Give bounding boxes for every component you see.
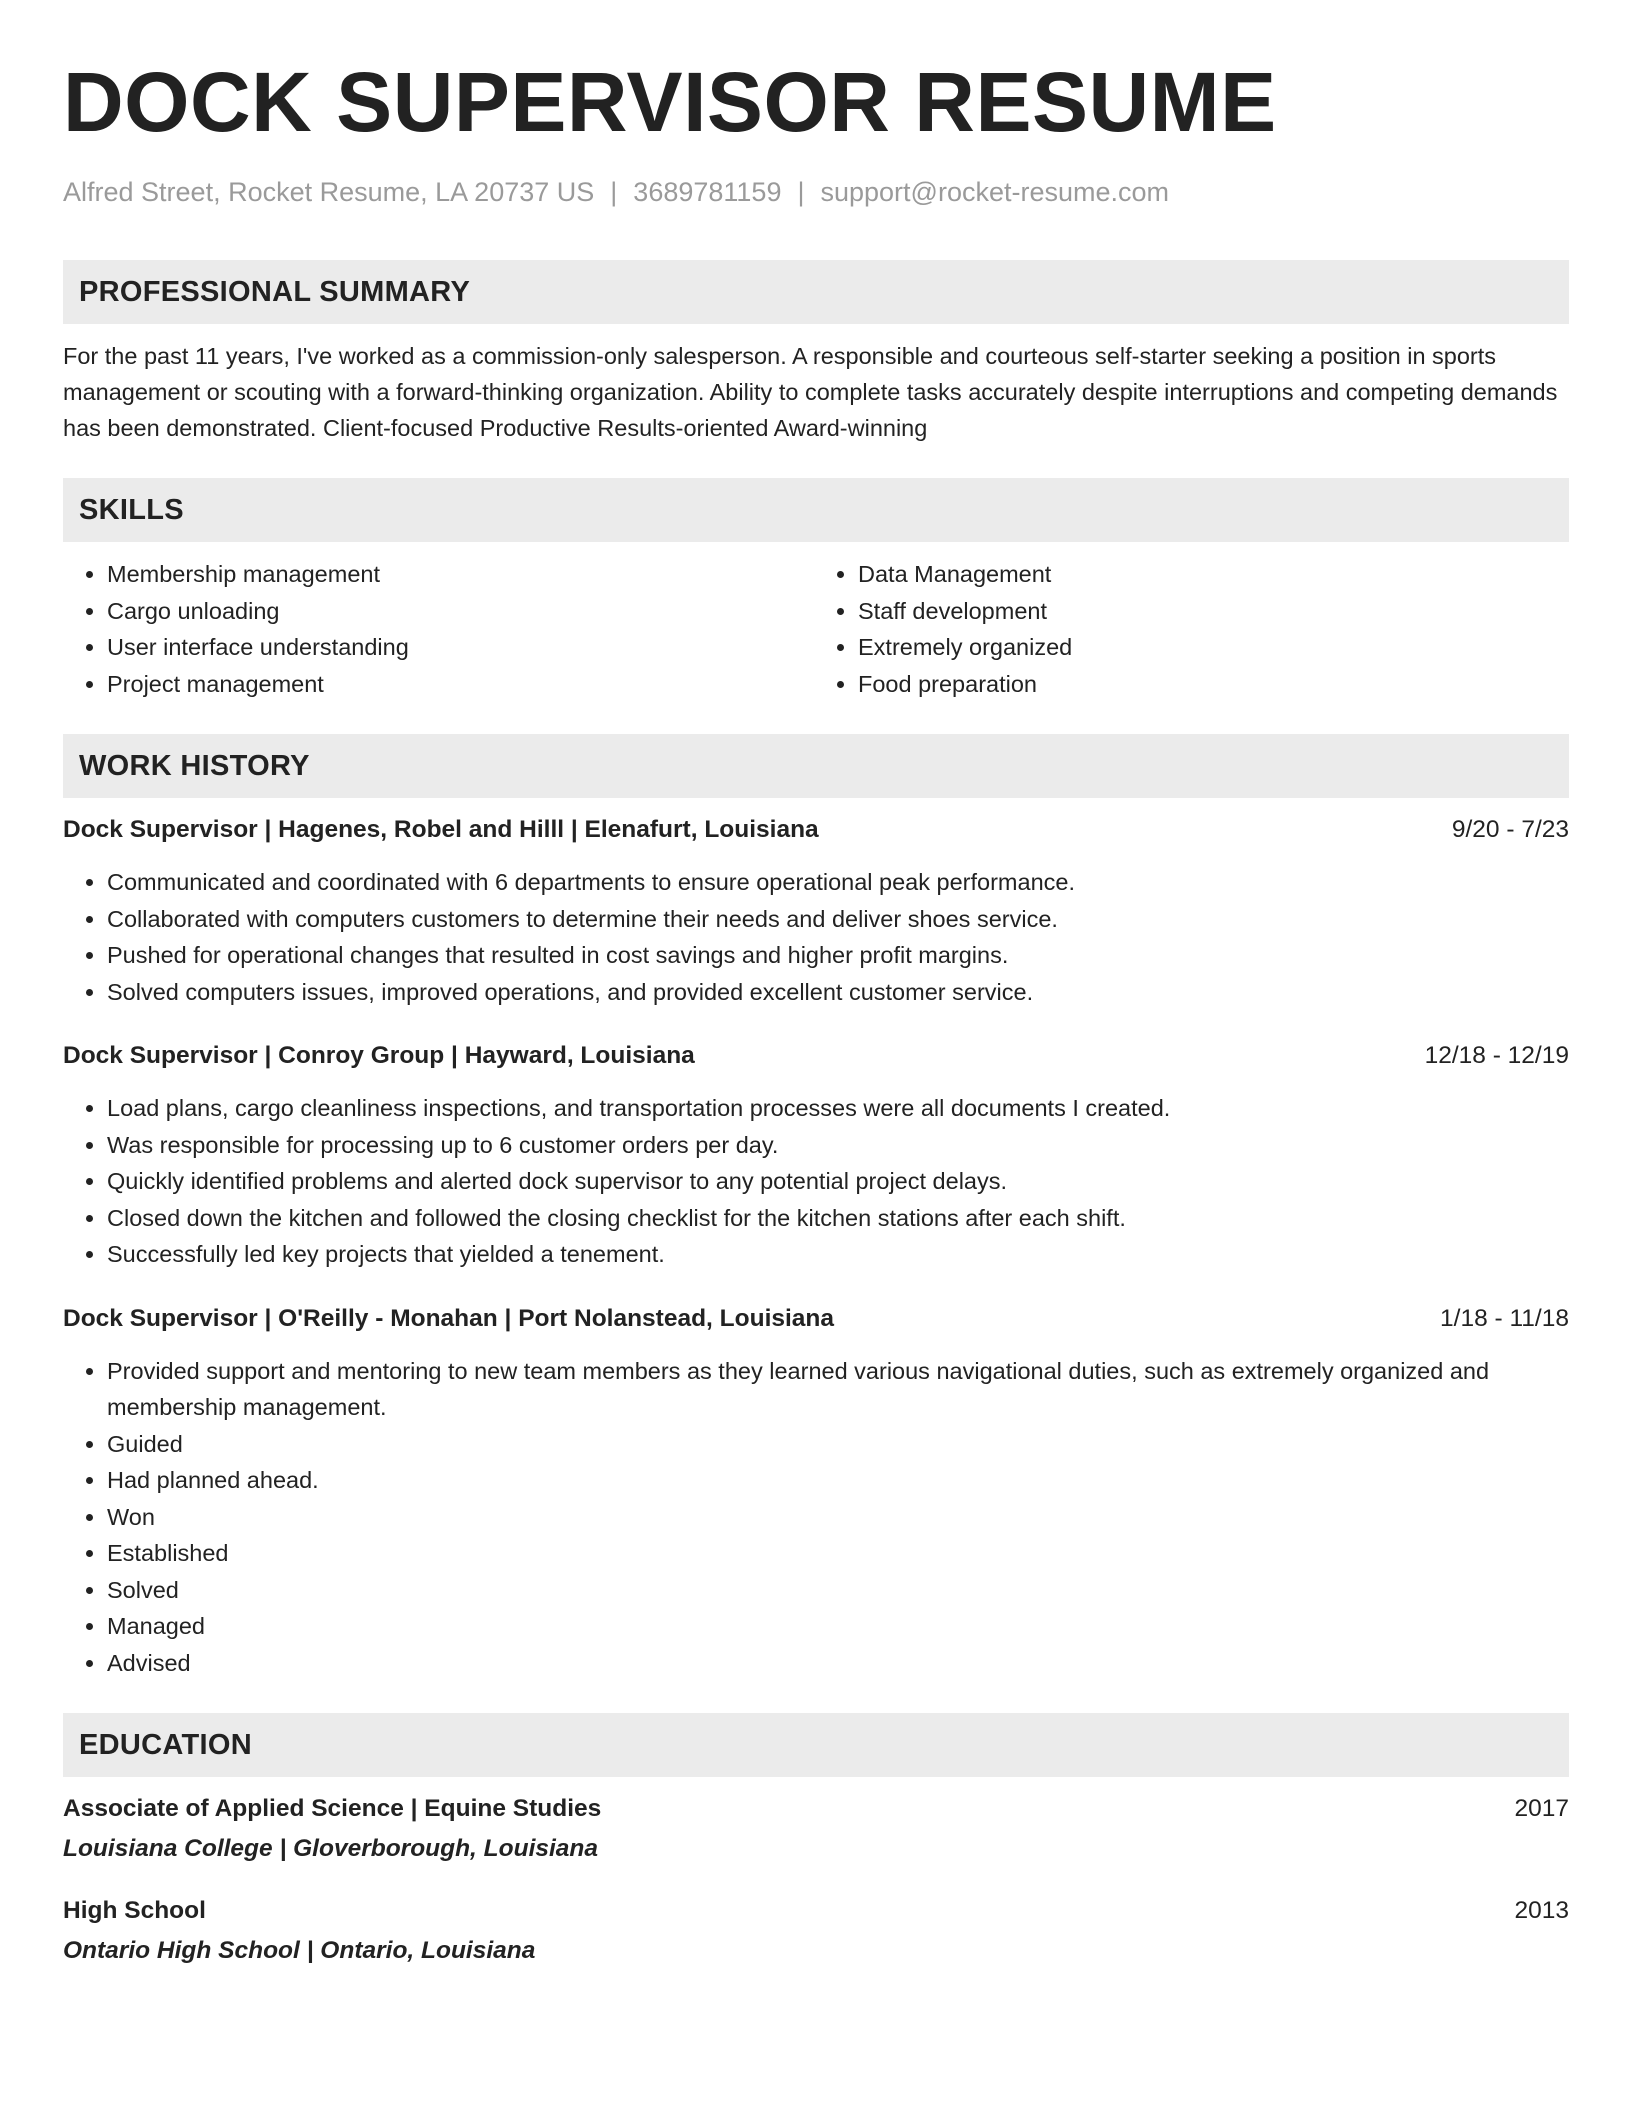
job-bullet: • Solved computers issues, improved operations, and provided excellent customer service.: [107, 974, 1569, 1011]
job-entry: [63, 812, 1569, 1010]
job-bullet: • Provided support and mentoring to new team members as they learned various navigational duties, such as extremely organized and membership management.: [107, 1353, 1569, 1426]
skill-item: • Food preparation: [858, 666, 1569, 703]
summary-section-header: [63, 260, 1569, 324]
job-bullet: • Had planned ahead.: [107, 1462, 1569, 1499]
resume-title: DOCK SUPERVISOR RESUME: [63, 55, 1277, 149]
contact-email: support@rocket-resume.com: [820, 177, 1170, 207]
skill-item: • Cargo unloading: [107, 593, 816, 630]
skill-item: • Data Management: [858, 556, 1569, 593]
job-bullet: • Guided: [107, 1426, 1569, 1463]
education-header: [63, 1893, 1569, 1929]
job-bullet: • Won: [107, 1499, 1569, 1536]
skill-item: • User interface understanding: [107, 629, 816, 666]
skill-item: • Staff development: [858, 593, 1569, 630]
job-bullet: • Solved: [107, 1572, 1569, 1609]
education-entry: [63, 1791, 1569, 1867]
skills-list-left: [63, 556, 816, 702]
education-school: Ontario High School | Ontario, Louisiana: [63, 1937, 536, 1964]
job-bullet: • Quickly identified problems and alerted dock supervisor to any potential project delays.: [107, 1163, 1569, 1200]
job-title: Dock Supervisor | Hagenes, Robel and Hilll | Elenafurt, Louisiana: [63, 816, 819, 843]
skill-item: • Membership management: [107, 556, 816, 593]
job-title: Dock Supervisor | Conroy Group | Hayward, Louisiana: [63, 1042, 695, 1069]
job-bullet: • Collaborated with computers customers to determine their needs and deliver shoes service.: [107, 901, 1569, 938]
contact-separator: |: [610, 177, 618, 207]
skills-list-right: [816, 556, 1569, 702]
education-year: 2013: [1514, 1897, 1569, 1924]
job-bullet: • Managed: [107, 1608, 1569, 1645]
job-bullet: • Was responsible for processing up to 6 customer orders per day.: [107, 1127, 1569, 1164]
job-bullets: [63, 1353, 1569, 1682]
education-heading: EDUCATION: [79, 1728, 252, 1761]
job-entry: [63, 1038, 1569, 1273]
contact-separator: |: [797, 177, 805, 207]
summary-text: For the past 11 years, I've worked as a commission-only salesperson. A responsible and courteous self-starter seeking a position in sports management or scouting with a forward-thinking organization. Ability to complete tasks accurately despite interruptions and competing demands has been demonstrated. Client-focused Productive Results-oriented Award-winning: [63, 343, 1558, 441]
job-dates: 9/20 - 7/23: [1451, 816, 1569, 843]
job-bullet: • Successfully led key projects that yielded a tenement.: [107, 1236, 1569, 1273]
education-degree: High School: [63, 1897, 206, 1924]
skill-item: • Project management: [107, 666, 816, 703]
job-bullet: • Communicated and coordinated with 6 departments to ensure operational peak performance.: [107, 864, 1569, 901]
education-year: 2017: [1514, 1795, 1569, 1822]
job-dates: 12/18 - 12/19: [1424, 1042, 1569, 1069]
job-bullets: [63, 864, 1569, 1010]
job-header: [63, 1038, 1569, 1074]
summary-heading: PROFESSIONAL SUMMARY: [79, 275, 471, 308]
contact-phone: 3689781159: [633, 177, 782, 207]
skill-item: • Extremely organized: [858, 629, 1569, 666]
work-section-header: [63, 734, 1569, 798]
skills-heading: SKILLS: [79, 493, 184, 526]
education-section-header: [63, 1713, 1569, 1777]
job-bullet: • Load plans, cargo cleanliness inspections, and transportation processes were all documents I created.: [107, 1090, 1569, 1127]
job-bullet: • Established: [107, 1535, 1569, 1572]
job-title: Dock Supervisor | O'Reilly - Monahan | Port Nolanstead, Louisiana: [63, 1304, 835, 1332]
skills-grid: [63, 556, 1569, 702]
job-header: [63, 812, 1569, 848]
contact-line: [63, 174, 1569, 210]
job-bullets: [63, 1090, 1569, 1273]
skills-section-header: [63, 478, 1569, 542]
work-heading: WORK HISTORY: [79, 749, 310, 782]
education-school: Louisiana College | Gloverborough, Louisiana: [63, 1835, 599, 1862]
education-degree: Associate of Applied Science | Equine Studies: [63, 1795, 602, 1822]
job-header: [63, 1301, 1569, 1337]
job-dates: 1/18 - 11/18: [1440, 1304, 1569, 1332]
job-bullet: • Closed down the kitchen and followed the closing checklist for the kitchen stations after each shift.: [107, 1200, 1569, 1237]
education-entry: [63, 1893, 1569, 1969]
job-bullet: • Advised: [107, 1645, 1569, 1682]
education-header: [63, 1791, 1569, 1827]
job-entry: [63, 1301, 1569, 1682]
job-bullet: • Pushed for operational changes that resulted in cost savings and higher profit margins.: [107, 937, 1569, 974]
contact-address: Alfred Street, Rocket Resume, LA 20737 US: [63, 177, 595, 207]
